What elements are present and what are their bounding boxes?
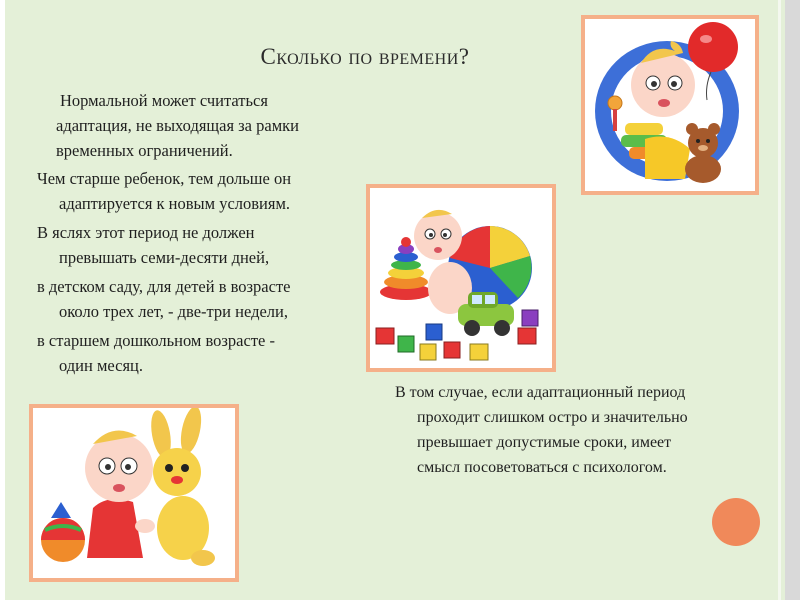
baby-toys-picture [366, 184, 556, 372]
slide-right-edge [785, 0, 800, 600]
accent-circle [712, 498, 760, 546]
slide-title: Сколько по времени? [260, 44, 470, 69]
text-line: В том случае, если адаптационный период [395, 384, 686, 401]
text-line: смысл посоветоваться с психологом. [417, 459, 667, 476]
text-line: Нормальной может считаться [60, 91, 268, 110]
text-line: около трех лет, - две-три недели, [59, 302, 288, 321]
text-line: В яслях этот период не должен [37, 223, 255, 242]
baby-bunny-picture [29, 404, 239, 582]
text-line: временных ограничений. [56, 141, 233, 160]
baby-toys-illustration [370, 188, 552, 368]
baby-balloon-illustration [585, 19, 755, 191]
text-line: превышает допустимые сроки, имеет [417, 434, 672, 451]
paragraph-normal-adaptation [58, 88, 299, 163]
paragraph-psychologist-advice [395, 380, 688, 480]
text-line: превышать семи-десяти дней, [59, 248, 270, 267]
text-line: адаптируется к новым условиям. [59, 194, 291, 213]
slide-edge-line [778, 0, 781, 600]
text-line: в детском саду, для детей в возрасте [37, 277, 291, 296]
baby-bunny-illustration [33, 408, 235, 578]
paragraph-nursery [37, 220, 269, 270]
paragraph-preschool [37, 328, 275, 378]
text-line: проходит слишком остро и значительно [417, 409, 688, 426]
text-line: в старшем дошкольном возрасте - [37, 331, 275, 350]
paragraph-kindergarten [37, 274, 291, 324]
paragraph-older-child [37, 166, 291, 216]
text-line: один месяц. [59, 356, 143, 375]
text-line: Чем старше ребенок, тем дольше он [37, 169, 292, 188]
baby-balloon-picture [581, 15, 759, 195]
text-line: адаптация, не выходящая за рамки [56, 116, 299, 135]
